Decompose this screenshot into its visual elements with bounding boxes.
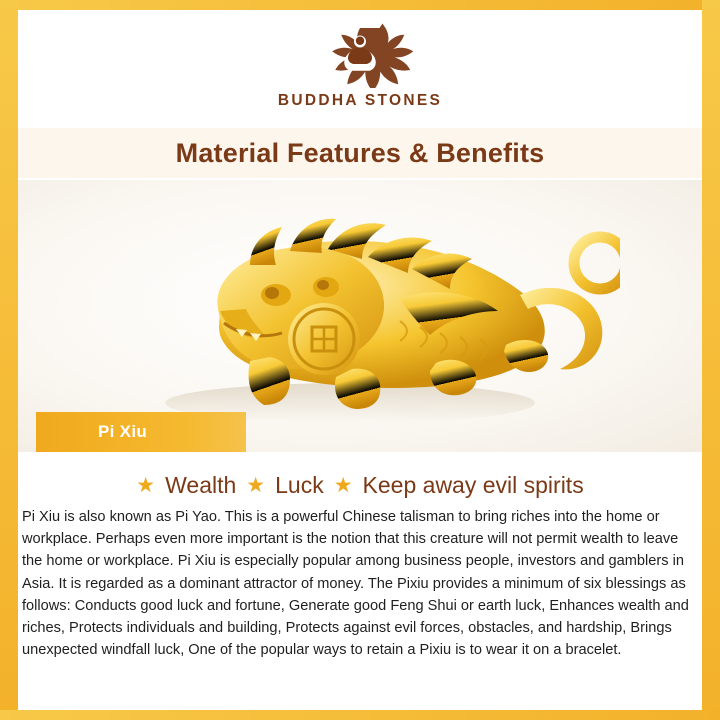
star-icon: ★ [136, 474, 156, 497]
top-border [0, 0, 720, 10]
gold-pixiu-pendant-icon [100, 191, 620, 441]
benefits-heading [18, 472, 702, 499]
description-paragraph: Pi Xiu is also known as Pi Yao. This is a powerful Chinese talisman to bring riches into the home or workplace. Perhaps even more important is the notion that this creature will not permit wealth to leave the home or workplace. Pi Xiu is especially popular among business people, investors and gamblers in Asia. It is regarded as a dominant attractor of money. The Pixiu provides a minimum of six blessings as follows: Conducts good luck and fortune, Generate good Feng Shui or earth luck, Enhances wealth and riches, Protects individuals and building, Protects against evil forces, obstacles, and hardship, Brings unexpected windfall luck, One of the popular ways to retain a Pixiu is to wear it on a bracelet. [22, 509, 689, 659]
product-caption: Pi Xiu [98, 422, 148, 441]
product-caption-tag [36, 412, 246, 452]
benefit-wealth: Wealth [165, 472, 237, 498]
bottom-border [0, 710, 720, 720]
title-banner [18, 128, 702, 178]
benefit-evil-spirits: Keep away evil spirits [362, 472, 584, 498]
benefit-luck: Luck [275, 472, 324, 498]
brand-name: BUDDHA STONES [277, 92, 443, 109]
page-title: Material Features & Benefits [175, 137, 545, 168]
star-icon: ★ [246, 474, 266, 497]
product-image [18, 180, 702, 452]
lotus-meditation-icon [285, 16, 435, 88]
star-icon: ★ [333, 474, 353, 497]
brand-header [0, 16, 720, 126]
